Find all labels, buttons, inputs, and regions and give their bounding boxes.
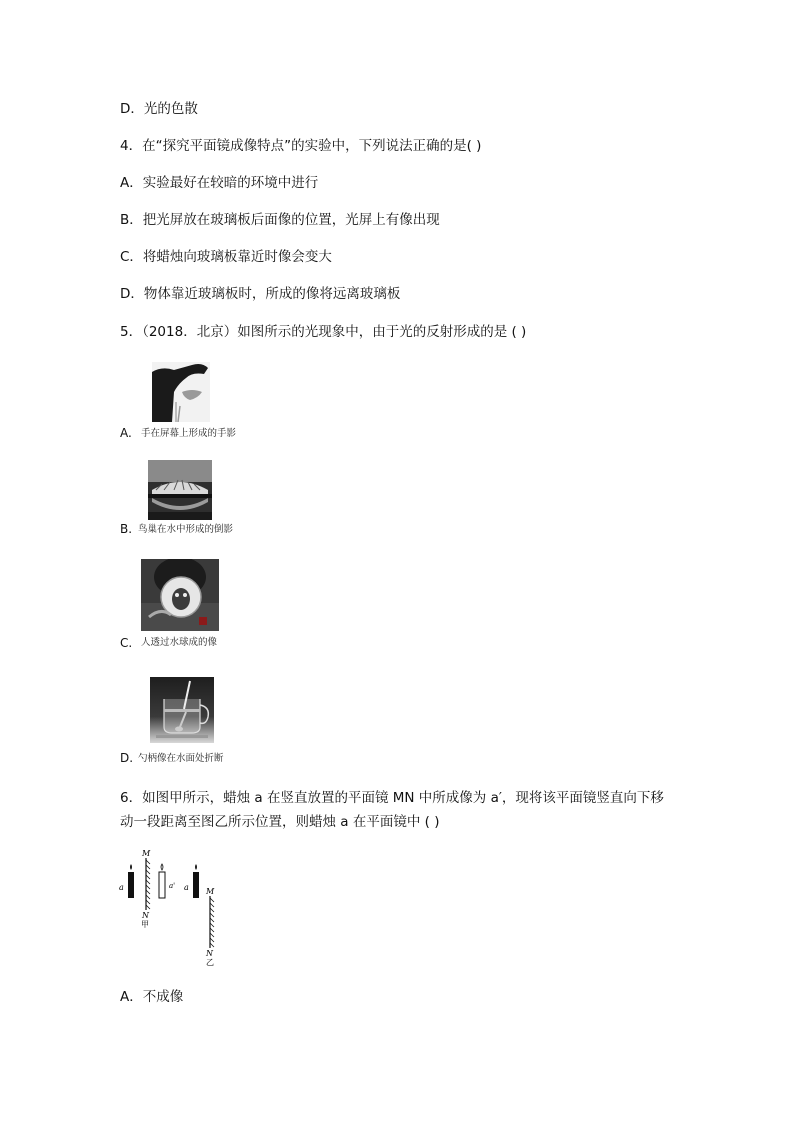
- water-ball-image-photo: [141, 559, 219, 631]
- q5-option-a-caption: 手在屏幕上形成的手影: [141, 428, 237, 439]
- birds-nest-reflection-photo: [148, 460, 212, 520]
- q6-stem-line1: 6．如图甲所示，蜡烛 a 在竖直放置的平面镜 MN 中所成像为 a′，现将该平面镜竖直向下移: [120, 790, 664, 806]
- label-a-prime: a': [169, 882, 176, 890]
- q4-option-b: B．把光屏放在玻璃板后面像的位置，光屏上有像出现: [120, 212, 440, 228]
- figure-jia: [119, 849, 175, 929]
- label-yi: 乙: [206, 958, 214, 967]
- q5-option-c-letter: C.: [120, 636, 133, 650]
- q5-option-d-letter: D.: [120, 751, 134, 765]
- q3-option-d: D．光的色散: [120, 101, 198, 117]
- label-jia: 甲: [141, 920, 149, 929]
- q6-option-a: A．不成像: [120, 989, 184, 1005]
- q5-option-d-caption: 勺柄像在水面处折断: [138, 753, 224, 764]
- mirror-candle-diagram: [116, 846, 226, 968]
- q5-option-b-letter: B.: [120, 522, 133, 536]
- label-m-yi: M: [206, 887, 215, 896]
- figure-yi: [184, 864, 215, 967]
- q4-option-d: D．物体靠近玻璃板时，所成的像将远离玻璃板: [120, 286, 401, 302]
- label-m-jia: M: [142, 849, 151, 858]
- q4-stem: 4．在“探究平面镜成像特点”的实验中，下列说法正确的是( ): [120, 138, 482, 154]
- q5-option-c-caption: 人透过水球成的像: [141, 637, 218, 648]
- q4-option-c: C．将蜡烛向玻璃板靠近时像会变大: [120, 249, 332, 265]
- q5-option-a-letter: A.: [120, 426, 132, 440]
- q5-stem: 5．（2018．北京）如图所示的光现象中，由于光的反射形成的是 ( ): [120, 324, 527, 340]
- label-n-yi: N: [206, 949, 213, 958]
- q4-option-a: A．实验最好在较暗的环境中进行: [120, 175, 319, 191]
- q5-option-b-caption: 鸟巢在水中形成的倒影: [138, 524, 234, 535]
- label-n-jia: N: [142, 911, 149, 920]
- q6-stem-line2: 动一段距离至图乙所示位置，则蜡烛 a 在平面镜中 ( ): [120, 814, 440, 830]
- label-a-yi: a: [184, 883, 189, 892]
- label-a-jia: a: [119, 883, 124, 892]
- spoon-in-cup-photo: [150, 677, 214, 743]
- hand-shadow-photo: [152, 362, 210, 422]
